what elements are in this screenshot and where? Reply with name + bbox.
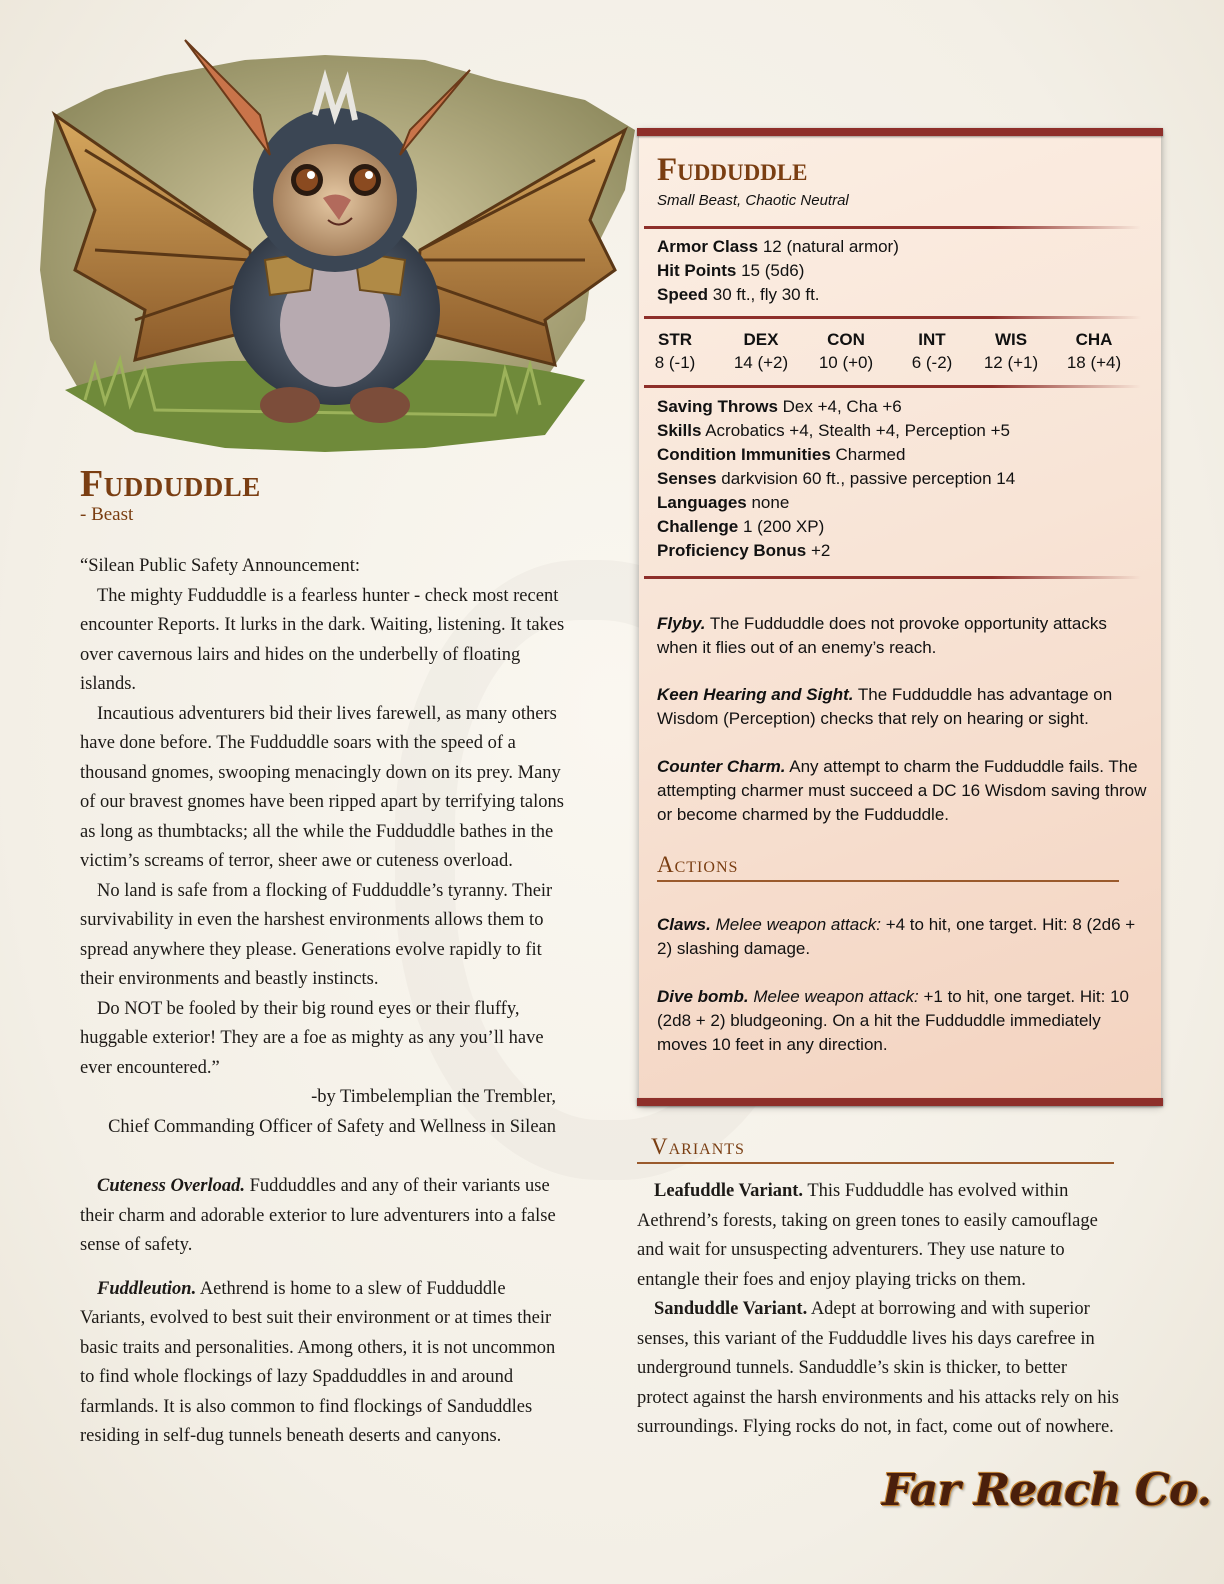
- lore-text: [80, 552, 570, 1452]
- lore-paragraph: “Silean Public Safety Announcement:: [80, 556, 361, 576]
- variant-name: Leafuddle Variant.: [654, 1181, 804, 1201]
- actions-heading: Actions: [657, 852, 739, 877]
- speed: Speed 30 ft., fly 30 ft.: [657, 285, 820, 304]
- feature-text: Fudduddles and any of their variants use their charm and adorable exterior to lure adventurers into a false sense of safety.: [80, 1176, 556, 1255]
- variant-paragraph: Leafuddle Variant. This Fudduddle has evolved within Aethrend’s forests, taking on green tones to easily camouflage and wait for unsuspecting adventurers. They use nature to entangle their foes and enjoy playing tricks on them.: [637, 1181, 1098, 1290]
- signature-title: Chief Commanding Officer of Safety and Wellness in Silean: [108, 1116, 556, 1137]
- stat-block-bottom-bar: [637, 1098, 1163, 1106]
- condition-immunities: Condition Immunities Charmed: [657, 445, 906, 464]
- ability-cha: CHA 18 (+4): [1066, 330, 1122, 372]
- saving-throws: Saving Throws Dex +4, Cha +6: [657, 397, 902, 416]
- challenge: Challenge 1 (200 XP): [657, 517, 825, 536]
- creature-title: Fudduddle: [80, 463, 261, 505]
- languages: Languages none: [657, 493, 790, 512]
- ability-str: STR 8 (-1): [654, 330, 696, 372]
- lore-paragraph: No land is safe from a flocking of Fudduddle’s tyranny. Their survivability in even the harshest environments allows them to spread anywhere they please. Generations evolve rapidly to fit their environments and beastly instincts.: [80, 880, 553, 989]
- stat-block: [639, 130, 1161, 1104]
- stat-block-type: Small Beast, Chaotic Neutral: [657, 192, 849, 209]
- ability-wis: WIS 12 (+1): [983, 330, 1039, 372]
- ability-int: INT 6 (-2): [911, 330, 953, 372]
- stat-block-name: Fudduddle: [657, 152, 808, 188]
- senses: Senses darkvision 60 ft., passive perception 14: [657, 469, 1016, 488]
- trait-flyby: Flyby. The Fudduddle does not provoke opportunity attacks when it flies out of an enemy’s reach.: [657, 614, 1107, 657]
- trait-keen-senses: Keen Hearing and Sight. The Fudduddle has advantage on Wisdom (Perception) checks that rely on hearing or sight.: [657, 685, 1113, 728]
- fudduddle-illustration: [25, 20, 650, 460]
- feature-text: Aethrend is home to a slew of Fudduddle Variants, evolved to best suit their environment or at times their basic traits and personalities. Among others, it is not uncommon to find whole flockings of lazy Spadduddles in and around farmlands. It is also common to find flockings of Sanduddles residing in self-dug tunnels beneath deserts and canyons.: [80, 1278, 556, 1446]
- divider: [644, 316, 1141, 319]
- variants-text: [637, 1177, 1122, 1443]
- publisher-logo: [882, 1455, 1211, 1530]
- logo-text: Far Reach Co.: [882, 1465, 1211, 1516]
- divider: [644, 576, 1141, 579]
- action-dive-bomb: Dive bomb. Melee weapon attack: +1 to hit, one target. Hit: 10 (2d8 + 2) bludgeoning. On a hit the Fudduddle immediately moves 10 feet in any direction.: [657, 987, 1130, 1054]
- ability-dex: DEX 14 (+2): [733, 330, 789, 372]
- feature-name: Cuteness Overload.: [97, 1176, 245, 1196]
- ability-con: CON 10 (+0): [818, 330, 874, 372]
- skills: Skills Acrobatics +4, Stealth +4, Perception +5: [657, 421, 1010, 440]
- lore-paragraph: Do NOT be fooled by their big round eyes or their fluffy, huggable exterior! They are a foe as mighty as any you’ll have ever encountered.”: [80, 998, 544, 1078]
- variant-paragraph: Sanduddle Variant. Adept at borrowing and with superior senses, this variant of the Fudduddle lives his days carefree in underground tunnels. Sanduddle’s skin is thicker, to better protect against the harsh environments and his attacks rely on his surroundings. Flying rocks do not, in fact, come out of nowhere.: [637, 1299, 1119, 1437]
- action-claws: Claws. Melee weapon attack: +4 to hit, one target. Hit: 8 (2d6 + 2) slashing damage.: [657, 915, 1136, 958]
- feature-paragraph: [80, 1172, 570, 1261]
- armor-class: Armor Class 12 (natural armor): [657, 237, 899, 256]
- divider: [644, 385, 1141, 388]
- stat-block-top-bar: [637, 128, 1163, 136]
- lore-paragraph: Incautious adventurers bid their lives farewell, as many others have done before. The Fudduddle soars with the speed of a thousand gnomes, swooping menacingly down on its prey. Many of our bravest gnomes have been ripped apart by terrifying talons as long as thumbtacks; all the while the Fudduddle bathes in the victim’s screams of terror, sheer awe or cuteness overload.: [80, 703, 564, 871]
- trait-counter-charm: Counter Charm. Any attempt to charm the Fudduddle fails. The attempting charmer must succeed a DC 16 Wisdom saving throw or become charmed by the Fudduddle.: [657, 757, 1147, 824]
- variants-heading: Variants: [651, 1134, 745, 1159]
- variant-name: Sanduddle Variant.: [654, 1299, 808, 1319]
- lore-paragraph: The mighty Fudduddle is a fearless hunter - check most recent encounter Reports. It lurks in the dark. Waiting, listening. It takes over cavernous lairs and hides on the underbelly of floating islands.: [80, 585, 565, 694]
- feature-paragraph: [80, 1275, 570, 1452]
- feature-name: Fuddleution.: [97, 1278, 197, 1299]
- variants-divider: [637, 1162, 1114, 1164]
- signature-author: -by Timbelemplian the Trembler,: [311, 1087, 556, 1107]
- proficiency-bonus: Proficiency Bonus +2: [657, 541, 831, 560]
- actions-divider: [657, 880, 1119, 882]
- hit-points: Hit Points 15 (5d6): [657, 261, 805, 280]
- divider: [644, 226, 1141, 229]
- creature-subtitle: - Beast: [80, 504, 134, 525]
